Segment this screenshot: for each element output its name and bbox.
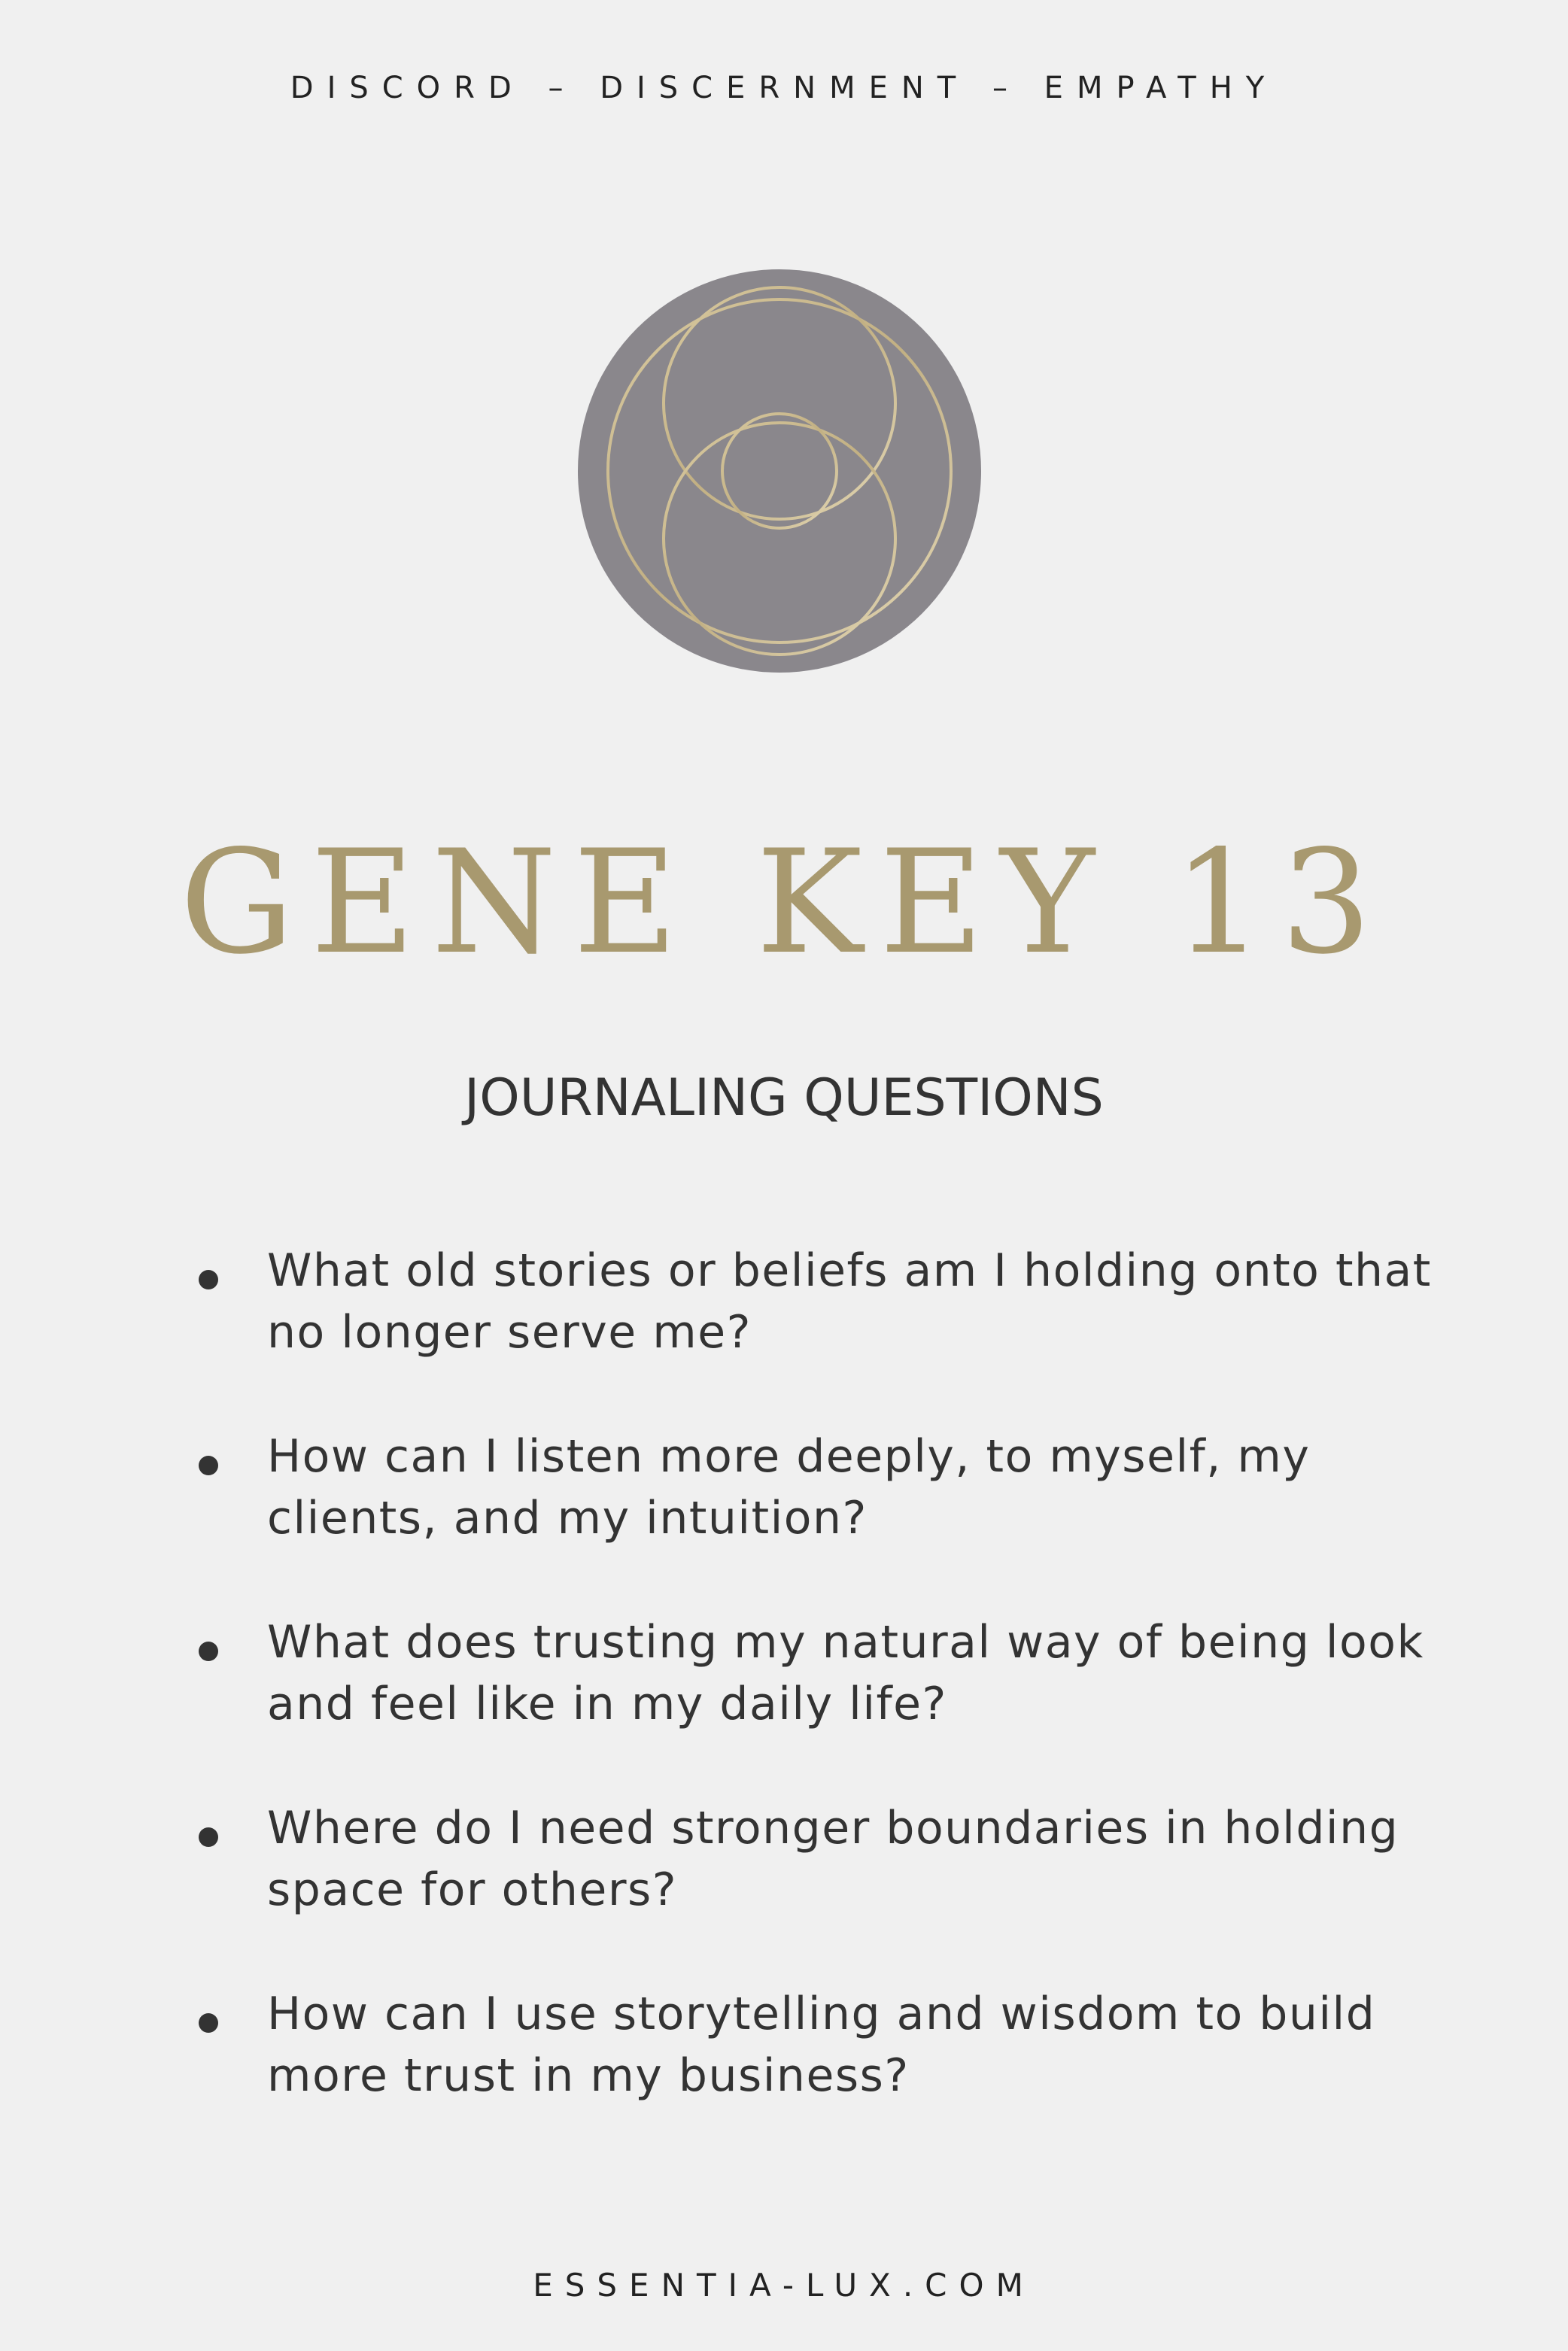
list-item bbox=[0, 1240, 1568, 1426]
list-item bbox=[0, 1983, 1568, 2169]
question-text: Where do I need stronger boundaries in holding space for others? bbox=[267, 1802, 1399, 1916]
page-title: GENE KEY 13 bbox=[179, 819, 1389, 986]
question-text: How can I use storytelling and wisdom to build more trust in my business? bbox=[267, 1988, 1376, 2102]
list-item bbox=[0, 1797, 1568, 1983]
list-item bbox=[0, 1611, 1568, 1797]
page-subtitle: JOURNALING QUESTIONS bbox=[464, 1068, 1104, 1128]
bullet-icon bbox=[199, 1456, 218, 1475]
website-footer: ESSENTIA-LUX.COM bbox=[533, 2267, 1035, 2304]
emblem-background bbox=[578, 269, 981, 673]
list-item bbox=[0, 1426, 1568, 1611]
bullet-icon bbox=[199, 2013, 218, 2033]
bullet-icon bbox=[199, 1270, 218, 1289]
question-text: What does trusting my natural way of being look and feel like in my daily life? bbox=[267, 1616, 1424, 1730]
concentric-circles-eye-icon bbox=[578, 269, 981, 673]
bullet-icon bbox=[199, 1827, 218, 1847]
page-tagline: DISCORD – DISCERNMENT – EMPATHY bbox=[290, 71, 1278, 105]
question-text: How can I listen more deeply, to myself, my clients, and my intuition? bbox=[267, 1430, 1311, 1545]
question-text: What old stories or beliefs am I holding onto that no longer serve me? bbox=[267, 1244, 1432, 1359]
bullet-icon bbox=[199, 1642, 218, 1661]
question-list bbox=[0, 1240, 1568, 2169]
